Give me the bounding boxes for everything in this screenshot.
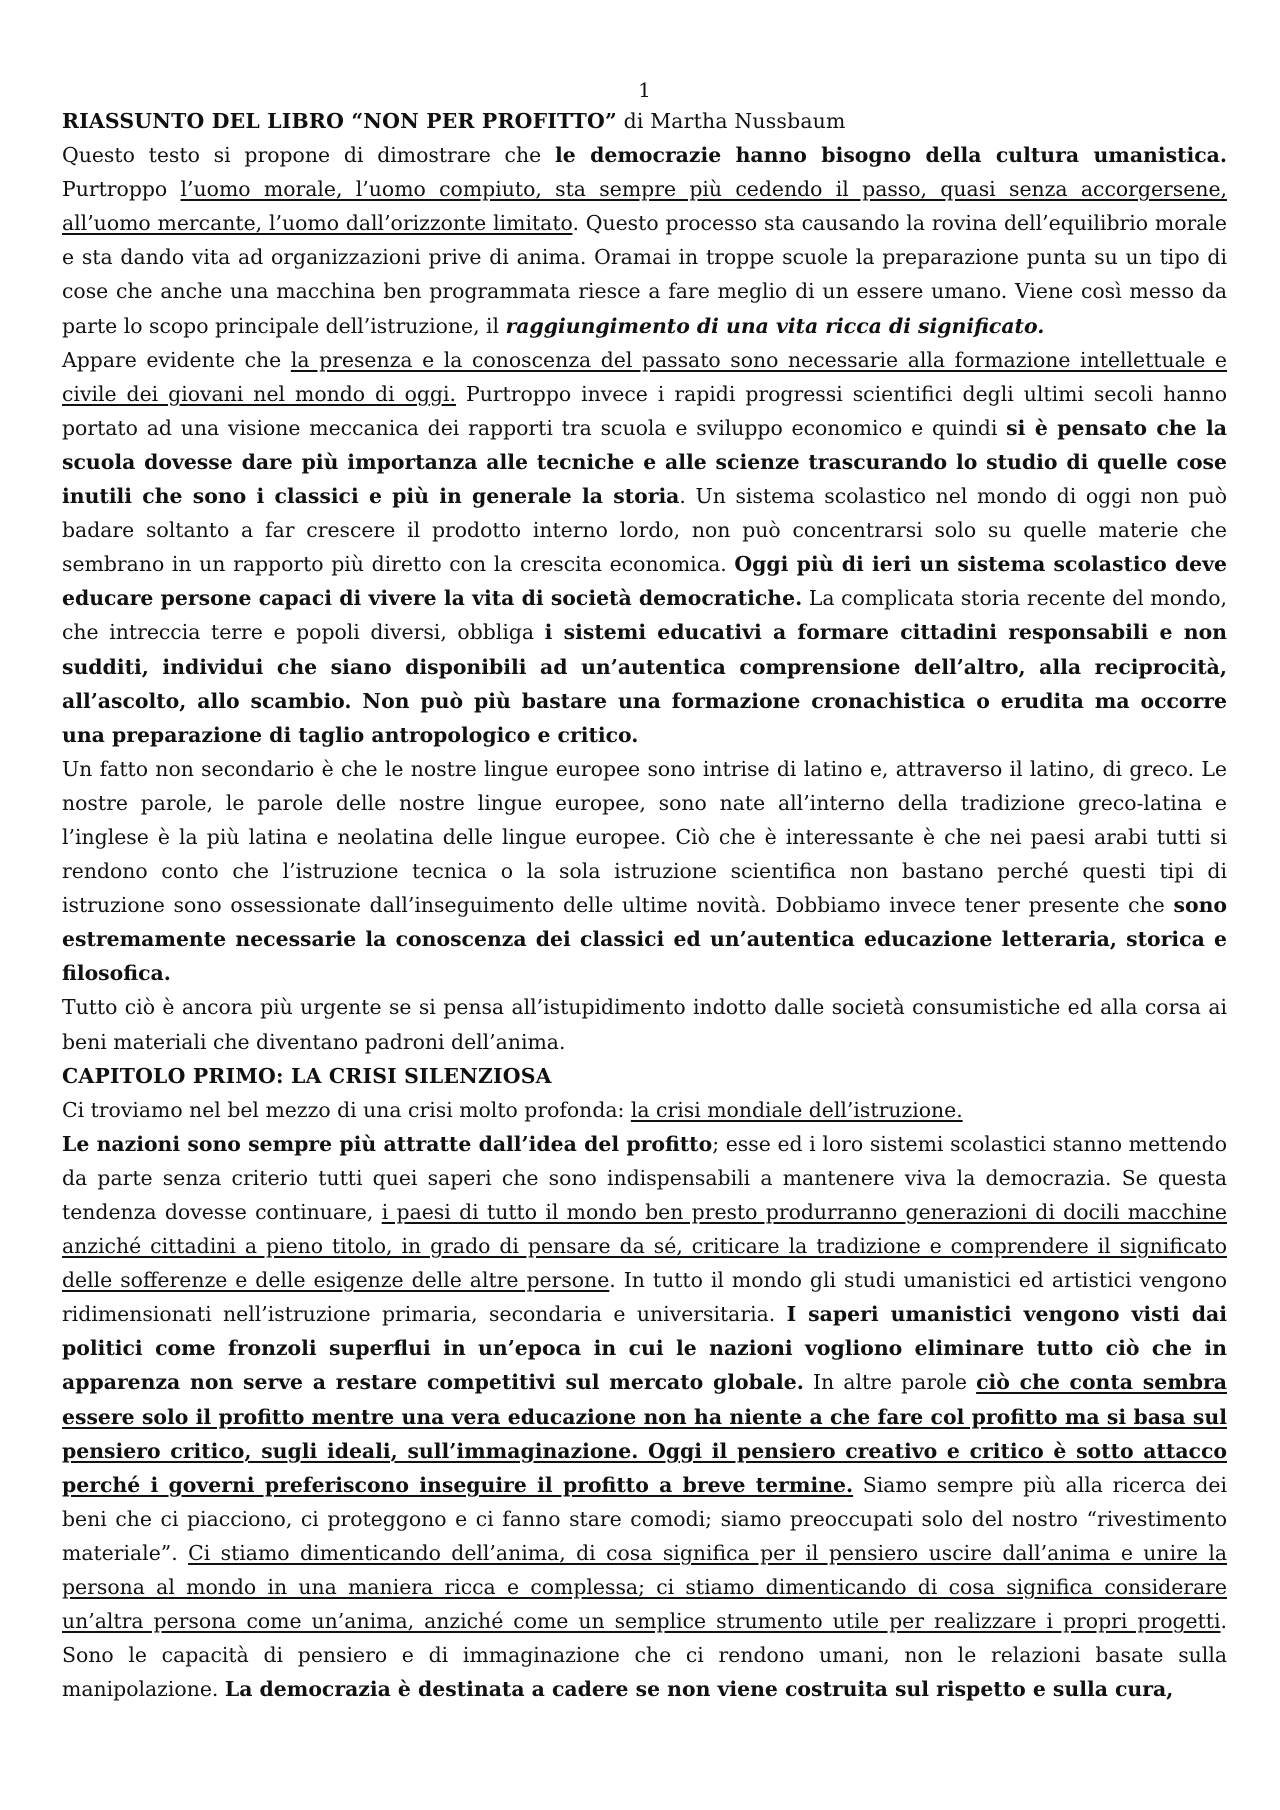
- text-run: Purtroppo: [62, 177, 181, 202]
- text-run: . In tutto il mondo gli studi umanistici ed artistici vengono ridimensionati nell’istruzione primaria, secondaria e universitaria.: [62, 1268, 1227, 1327]
- title-author: di Martha Nussbaum: [616, 109, 846, 133]
- text-run: . Questo processo sta causando la rovina dell’equilibrio morale e sta dando vita ad organizzazioni prive di anima. Oramai in troppe scuole la preparazione punta su un tipo di cose che anche una macchina ben programmata riesce a fare meglio di un essere umano. Viene così messo da parte lo scopo principale dell’istruzione, il: [62, 211, 1227, 338]
- text-run: i sistemi educativi a formare cittadini responsabili e non sudditi, individui che siano disponibili ad un’autentica comprensione dell’altro, alla reciprocità, all’ascolto, allo scambio. Non può più bastare una formazione cronachistica o erudita ma occorre una preparazione di taglio antropologico e critico.: [62, 620, 1227, 747]
- intro-paragraph-3: [62, 752, 1227, 991]
- text-run: Un fatto non secondario è che le nostre lingue europee sono intrise di latino e, attraverso il latino, di greco. Le nostre parole, le parole delle nostre lingue europee, sono nate all’interno della tradizione greco-latina e l’inglese è la più latina e neolatina delle lingue europee. Ciò che è interessante è che nei paesi arabi tutti si rendono conto che l’istruzione tecnica o la sola istruzione scientifica non bastano perché questi tipi di istruzione sono ossessionate dall’inseguimento delle ultime novità. Dobbiamo invece tener presente che: [62, 756, 1227, 918]
- text-run: sono estremamente necessarie la conoscenza dei classici ed un’autentica educazione letteraria, storica e filosofica.: [62, 893, 1227, 986]
- page-number: 1: [638, 78, 651, 102]
- text-run: la presenza e la conoscenza del passato sono necessarie alla formazione intellettuale e civile dei giovani nel mondo di oggi.: [62, 347, 1227, 406]
- text-run: . Un sistema scolastico nel mondo di oggi non può badare soltanto a far crescere il prodotto interno lordo, non può concentrarsi solo su quelle materie che sembrano in un rapporto più diretto con la crescita economica.: [62, 484, 1228, 577]
- document-title: [62, 104, 1227, 138]
- document-body: [62, 104, 1227, 1706]
- text-run: Ci stiamo dimenticando dell’anima, di cosa significa per il pensiero uscire dall’anima e unire la persona al mondo in una maniera ricca e complessa; ci stiamo dimenticando di cosa significa considerare un’altra persona come un’anima, anziché come un semplice strumento utile per realizzare i propri progetti: [62, 1540, 1227, 1634]
- text-run: la crisi mondiale dell’istruzione.: [630, 1097, 963, 1122]
- text-run: Tutto ciò è ancora più urgente se si pensa all’istupidimento indotto dalle società consumistiche ed alla corsa ai beni materiali che diventano padroni dell’anima.: [62, 995, 1227, 1054]
- intro-paragraph-1: [62, 138, 1227, 343]
- text-run: Oggi più di ieri un sistema scolastico deve educare persone capaci di vivere la vita di società democratiche.: [62, 552, 1227, 611]
- text-run: ciò che conta sembra essere solo il profitto mentre una vera educazione non ha niente a che fare col profitto ma si basa sul pensiero critico, sugli ideali, sull’immaginazione. Oggi il pensiero creativo e critico è sotto attacco perché i governi preferiscono inseguire il profitto a breve termine.: [62, 1370, 1227, 1497]
- text-run: raggiungimento di una vita ricca di significato.: [505, 313, 1045, 338]
- text-run: I saperi umanistici vengono visti dai politici come fronzoli superflui in un’epoca in cui le nazioni vogliono eliminare tutto ciò che in apparenza non serve a restare competitivi sul mercato globale.: [62, 1302, 1227, 1395]
- chapter-paragraph-2: [62, 1127, 1227, 1707]
- text-run: le democrazie hanno bisogno della cultura umanistica.: [554, 143, 1227, 168]
- text-run: . Sono le capacità di pensiero e di immaginazione che ci rendono umani, non le relazioni basate sulla manipolazione.: [62, 1609, 1227, 1702]
- chapter-heading: CAPITOLO PRIMO: LA CRISI SILENZIOSA: [62, 1063, 552, 1088]
- text-run: i paesi di tutto il mondo ben presto produrranno generazioni di docili macchine anziché cittadini a pieno titolo, in grado di pensare da sé, criticare la tradizione e comprendere il significato delle sofferenze e delle esigenze delle altre persone: [62, 1200, 1227, 1293]
- text-run: ; esse ed i loro sistemi scolastici stanno mettendo da parte senza criterio tutti quei saperi che sono indispensabili a mantenere viva la democrazia. Se questa tendenza dovesse continuare,: [62, 1131, 1227, 1224]
- text-run: Appare evidente che: [62, 347, 291, 372]
- text-run: In altre parole: [803, 1370, 977, 1395]
- text-run: Siamo sempre più alla ricerca dei beni che ci piacciono, ci proteggono e ci fanno stare comodi; siamo preoccupati solo del nostro “rivestimento materiale”.: [62, 1472, 1227, 1565]
- text-run: Questo testo si propone di dimostrare che: [62, 143, 555, 168]
- text-run: si è pensato che la scuola dovesse dare più importanza alle tecniche e alle scienze trascurando lo studio di quelle cose inutili che sono i classici e più in generale la storia: [62, 415, 1227, 509]
- text-run: Le nazioni sono sempre più attratte dall’idea del profitto: [62, 1131, 713, 1156]
- text-run: l’uomo morale, l’uomo compiuto, sta sempre più cedendo il passo, quasi senza accorgersene, all’uomo mercante, l’uomo dall’orizzonte limitato: [62, 177, 1227, 236]
- chapter-paragraph-1: [62, 1093, 1227, 1127]
- text-run: La complicata storia recente del mondo, che intreccia terre e popoli diversi, obbliga: [62, 586, 1227, 645]
- intro-paragraph-2: [62, 343, 1227, 752]
- text-run: Purtroppo invece i rapidi progressi scientifici degli ultimi secoli hanno portato ad una visione meccanica dei rapporti tra scuola e sviluppo economico e quindi: [62, 381, 1227, 440]
- text-run: Ci troviamo nel bel mezzo di una crisi molto profonda:: [62, 1097, 631, 1122]
- intro-paragraph-4: [62, 990, 1227, 1058]
- title-main: RIASSUNTO DEL LIBRO “NON PER PROFITTO”: [62, 109, 617, 133]
- text-run: La democrazia è destinata a cadere se non viene costruita sul rispetto e sulla cura,: [224, 1677, 1174, 1702]
